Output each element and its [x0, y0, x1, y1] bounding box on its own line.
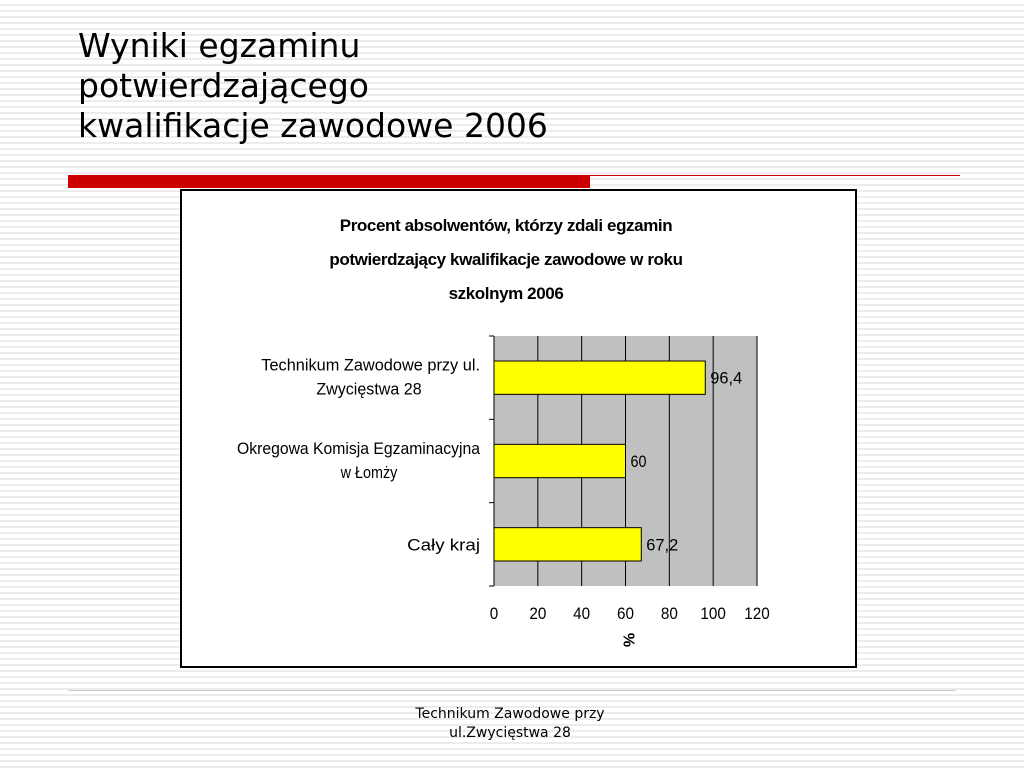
- slide-title-line: kwalifikacje zawodowe 2006: [78, 106, 548, 145]
- bar-value-label: 96,4: [710, 368, 743, 388]
- x-tick-label: 0: [489, 604, 499, 623]
- slide-title-line: potwierdzającego: [78, 66, 369, 105]
- x-tick-label: 60: [617, 604, 634, 623]
- chart-title-line: potwierdzający kwalifikacje zawodowe w roku: [329, 250, 683, 269]
- slide-title-line: Wyniki egzaminu: [78, 26, 361, 65]
- category-label: Okregowa Komisja Egzaminacyjna: [237, 439, 481, 458]
- chart-frame: [180, 189, 857, 668]
- bar-value-label: 60: [630, 452, 647, 471]
- title-accent-line: [590, 175, 960, 176]
- chart-title-line: Procent absolwentów, którzy zdali egzamin: [339, 216, 673, 235]
- bar-chart: [182, 191, 855, 666]
- category-label: Cały kraj: [407, 535, 480, 555]
- x-tick-label: 120: [744, 604, 770, 623]
- x-tick-label: 40: [573, 604, 591, 623]
- slide-title: [78, 26, 548, 146]
- category-label: Zwycięstwa 28: [316, 379, 422, 399]
- footer-line: Technikum Zawodowe przy: [415, 706, 605, 722]
- x-axis-title: %: [619, 632, 637, 648]
- x-tick-label: 100: [700, 604, 726, 623]
- bar-value-label: 67,2: [646, 535, 679, 555]
- chart-title-line: szkolnym 2006: [448, 284, 564, 303]
- category-label: Technikum Zawodowe przy ul.: [261, 355, 480, 375]
- bar: [494, 528, 641, 561]
- slide-footer: [360, 705, 660, 743]
- x-tick-label: 80: [660, 604, 678, 623]
- footer-divider: [68, 690, 956, 691]
- x-tick-label: 20: [529, 604, 547, 623]
- category-label: w Łomży: [339, 463, 398, 482]
- bar: [494, 361, 705, 394]
- footer-line: ul.Zwycięstwa 28: [449, 725, 571, 741]
- title-accent-bar: [68, 175, 590, 188]
- bar: [494, 444, 626, 477]
